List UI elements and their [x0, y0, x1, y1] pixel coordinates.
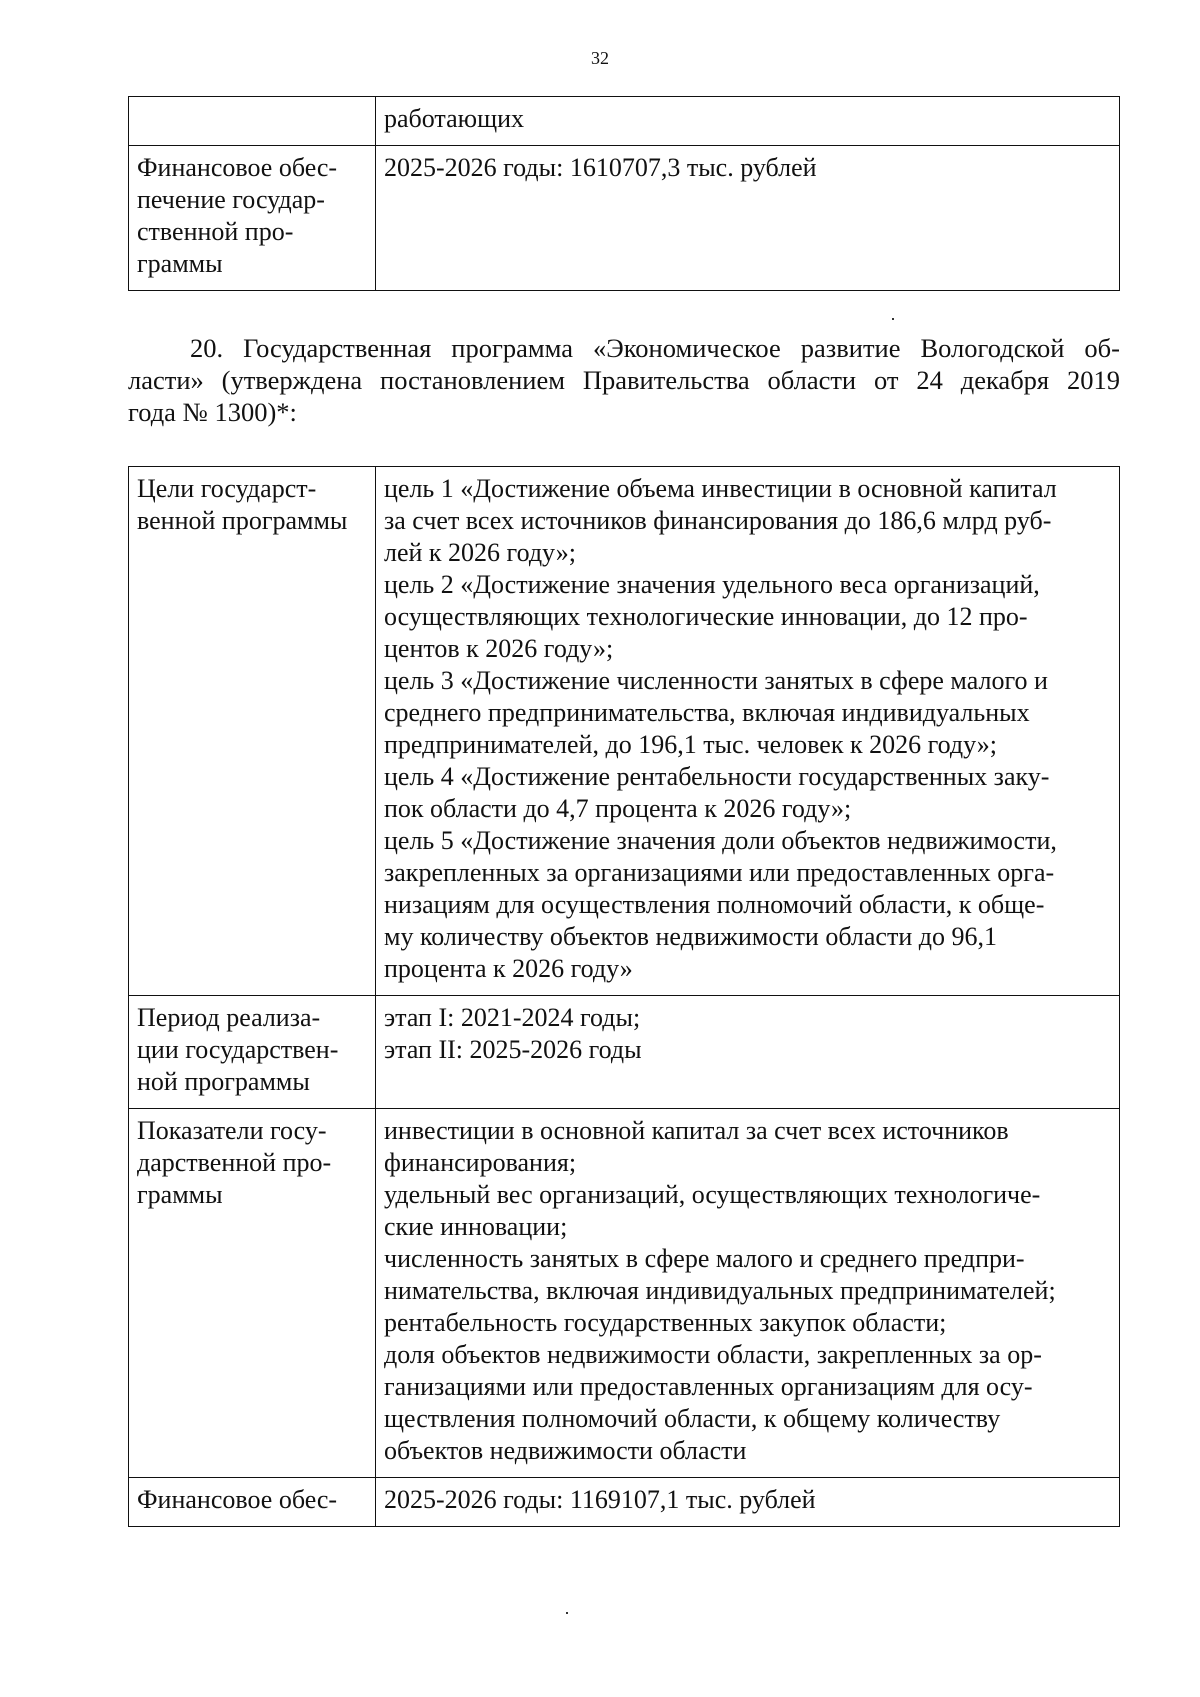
row-value-line: объектов недвижимости области — [384, 1436, 747, 1465]
scan-speck — [566, 1612, 568, 1614]
table-row — [129, 146, 1120, 291]
row-value-line: закрепленных за организациями или предоставленных орга- — [384, 858, 1055, 887]
row-value-line: пок области до 4,7 процента к 2026 году»; — [384, 794, 852, 823]
row-label-line: Финансовое обес- — [137, 153, 338, 182]
row-label-line: Показатели госу- — [137, 1116, 327, 1145]
row-value-line: 2025-2026 годы: 1169107,1 тыс. рублей — [384, 1485, 816, 1514]
row-value-line: финансирования; — [384, 1148, 577, 1177]
row-value-line: процента к 2026 году» — [384, 954, 633, 983]
table2-body — [129, 467, 1120, 1527]
row-value-cell — [376, 146, 1120, 291]
row-value-cell — [376, 1109, 1120, 1478]
row-label-line: дарственной про- — [137, 1148, 332, 1177]
row-value-line: ганизациями или предоставленных организациям для осу- — [384, 1372, 1033, 1401]
row-value-line: инвестиции в основной капитал за счет всех источников — [384, 1116, 1009, 1145]
row-label-cell — [129, 996, 376, 1109]
row-value-line: работающих — [384, 104, 525, 133]
program-passport-table — [128, 466, 1120, 1527]
row-value-cell — [376, 97, 1120, 146]
row-value-line: осуществляющих технологические инновации, до 12 про- — [384, 602, 1028, 631]
row-label-line — [137, 103, 367, 135]
row-value-line: за счет всех источников финансирования до 186,6 млрд руб- — [384, 506, 1052, 535]
row-label-line: Период реализа- — [137, 1003, 321, 1032]
table-row — [129, 996, 1120, 1109]
row-value-line: численность занятых в сфере малого и среднего предпри- — [384, 1244, 1025, 1273]
row-label-line: граммы — [137, 249, 223, 278]
row-label-line: граммы — [137, 1180, 223, 1209]
row-value-cell — [376, 996, 1120, 1109]
row-value-line: рентабельность государственных закупок области; — [384, 1308, 947, 1337]
paragraph-line: 20. Государственная программа «Экономическое развитие Вологодской об- — [190, 333, 1120, 363]
row-label-line: Финансовое обес- — [137, 1485, 338, 1514]
row-value-line: цель 4 «Достижение рентабельности государственных заку- — [384, 762, 1050, 791]
row-value-line: цель 3 «Достижение численности занятых в сфере малого и — [384, 666, 1048, 695]
scan-speck — [892, 318, 894, 320]
row-value-line: этап II: 2025-2026 годы — [384, 1035, 642, 1064]
row-value-line: низациям для осуществления полномочий области, к обще- — [384, 890, 1045, 919]
table-row — [129, 1478, 1120, 1527]
paragraph-line: ласти» (утверждена постановлением Правительства области от 24 декабря 2019 — [128, 365, 1120, 395]
passport-table-continued — [128, 96, 1120, 291]
row-value-line: ские инновации; — [384, 1212, 568, 1241]
table-row — [129, 97, 1120, 146]
program-heading-paragraph — [128, 332, 1120, 428]
row-value-line: среднего предпринимательства, включая индивидуальных — [384, 698, 1030, 727]
row-value-line: цель 1 «Достижение объема инвестиции в основной капитал — [384, 474, 1057, 503]
row-label-line: Цели государст- — [137, 474, 317, 503]
row-label-cell — [129, 1109, 376, 1478]
row-value-line: 2025-2026 годы: 1610707,3 тыс. рублей — [384, 153, 817, 182]
row-value-line: цель 2 «Достижение значения удельного веса организаций, — [384, 570, 1040, 599]
table-row — [129, 1109, 1120, 1478]
row-label-cell — [129, 467, 376, 996]
row-value-line: лей к 2026 году»; — [384, 538, 576, 567]
row-value-line: центов к 2026 году»; — [384, 634, 614, 663]
row-value-line: этап I: 2021-2024 годы; — [384, 1003, 641, 1032]
row-label-line: ственной про- — [137, 217, 294, 246]
row-value-line: доля объектов недвижимости области, закрепленных за ор- — [384, 1340, 1042, 1369]
row-value-line: предпринимателей, до 196,1 тыс. человек к 2026 году»; — [384, 730, 997, 759]
row-value-line: ществления полномочий области, к общему количеству — [384, 1404, 1001, 1433]
page-number: 32 — [591, 48, 609, 68]
row-label-cell — [129, 97, 376, 146]
table-row — [129, 467, 1120, 996]
row-label-cell — [129, 1478, 376, 1527]
row-value-cell — [376, 467, 1120, 996]
row-value-line: удельный вес организаций, осуществляющих технологиче- — [384, 1180, 1041, 1209]
row-value-cell — [376, 1478, 1120, 1527]
row-value-line: му количеству объектов недвижимости области до 96,1 — [384, 922, 997, 951]
row-value-line: нимательства, включая индивидуальных предпринимателей; — [384, 1276, 1056, 1305]
row-label-line: печение государ- — [137, 185, 325, 214]
row-value-line: цель 5 «Достижение значения доли объектов недвижимости, — [384, 826, 1057, 855]
paragraph-line: года № 1300)*: — [128, 397, 297, 427]
table1-body — [129, 97, 1120, 291]
row-label-cell — [129, 146, 376, 291]
row-label-line: венной программы — [137, 506, 348, 535]
row-label-line: ции государствен- — [137, 1035, 339, 1064]
row-label-line: ной программы — [137, 1067, 310, 1096]
